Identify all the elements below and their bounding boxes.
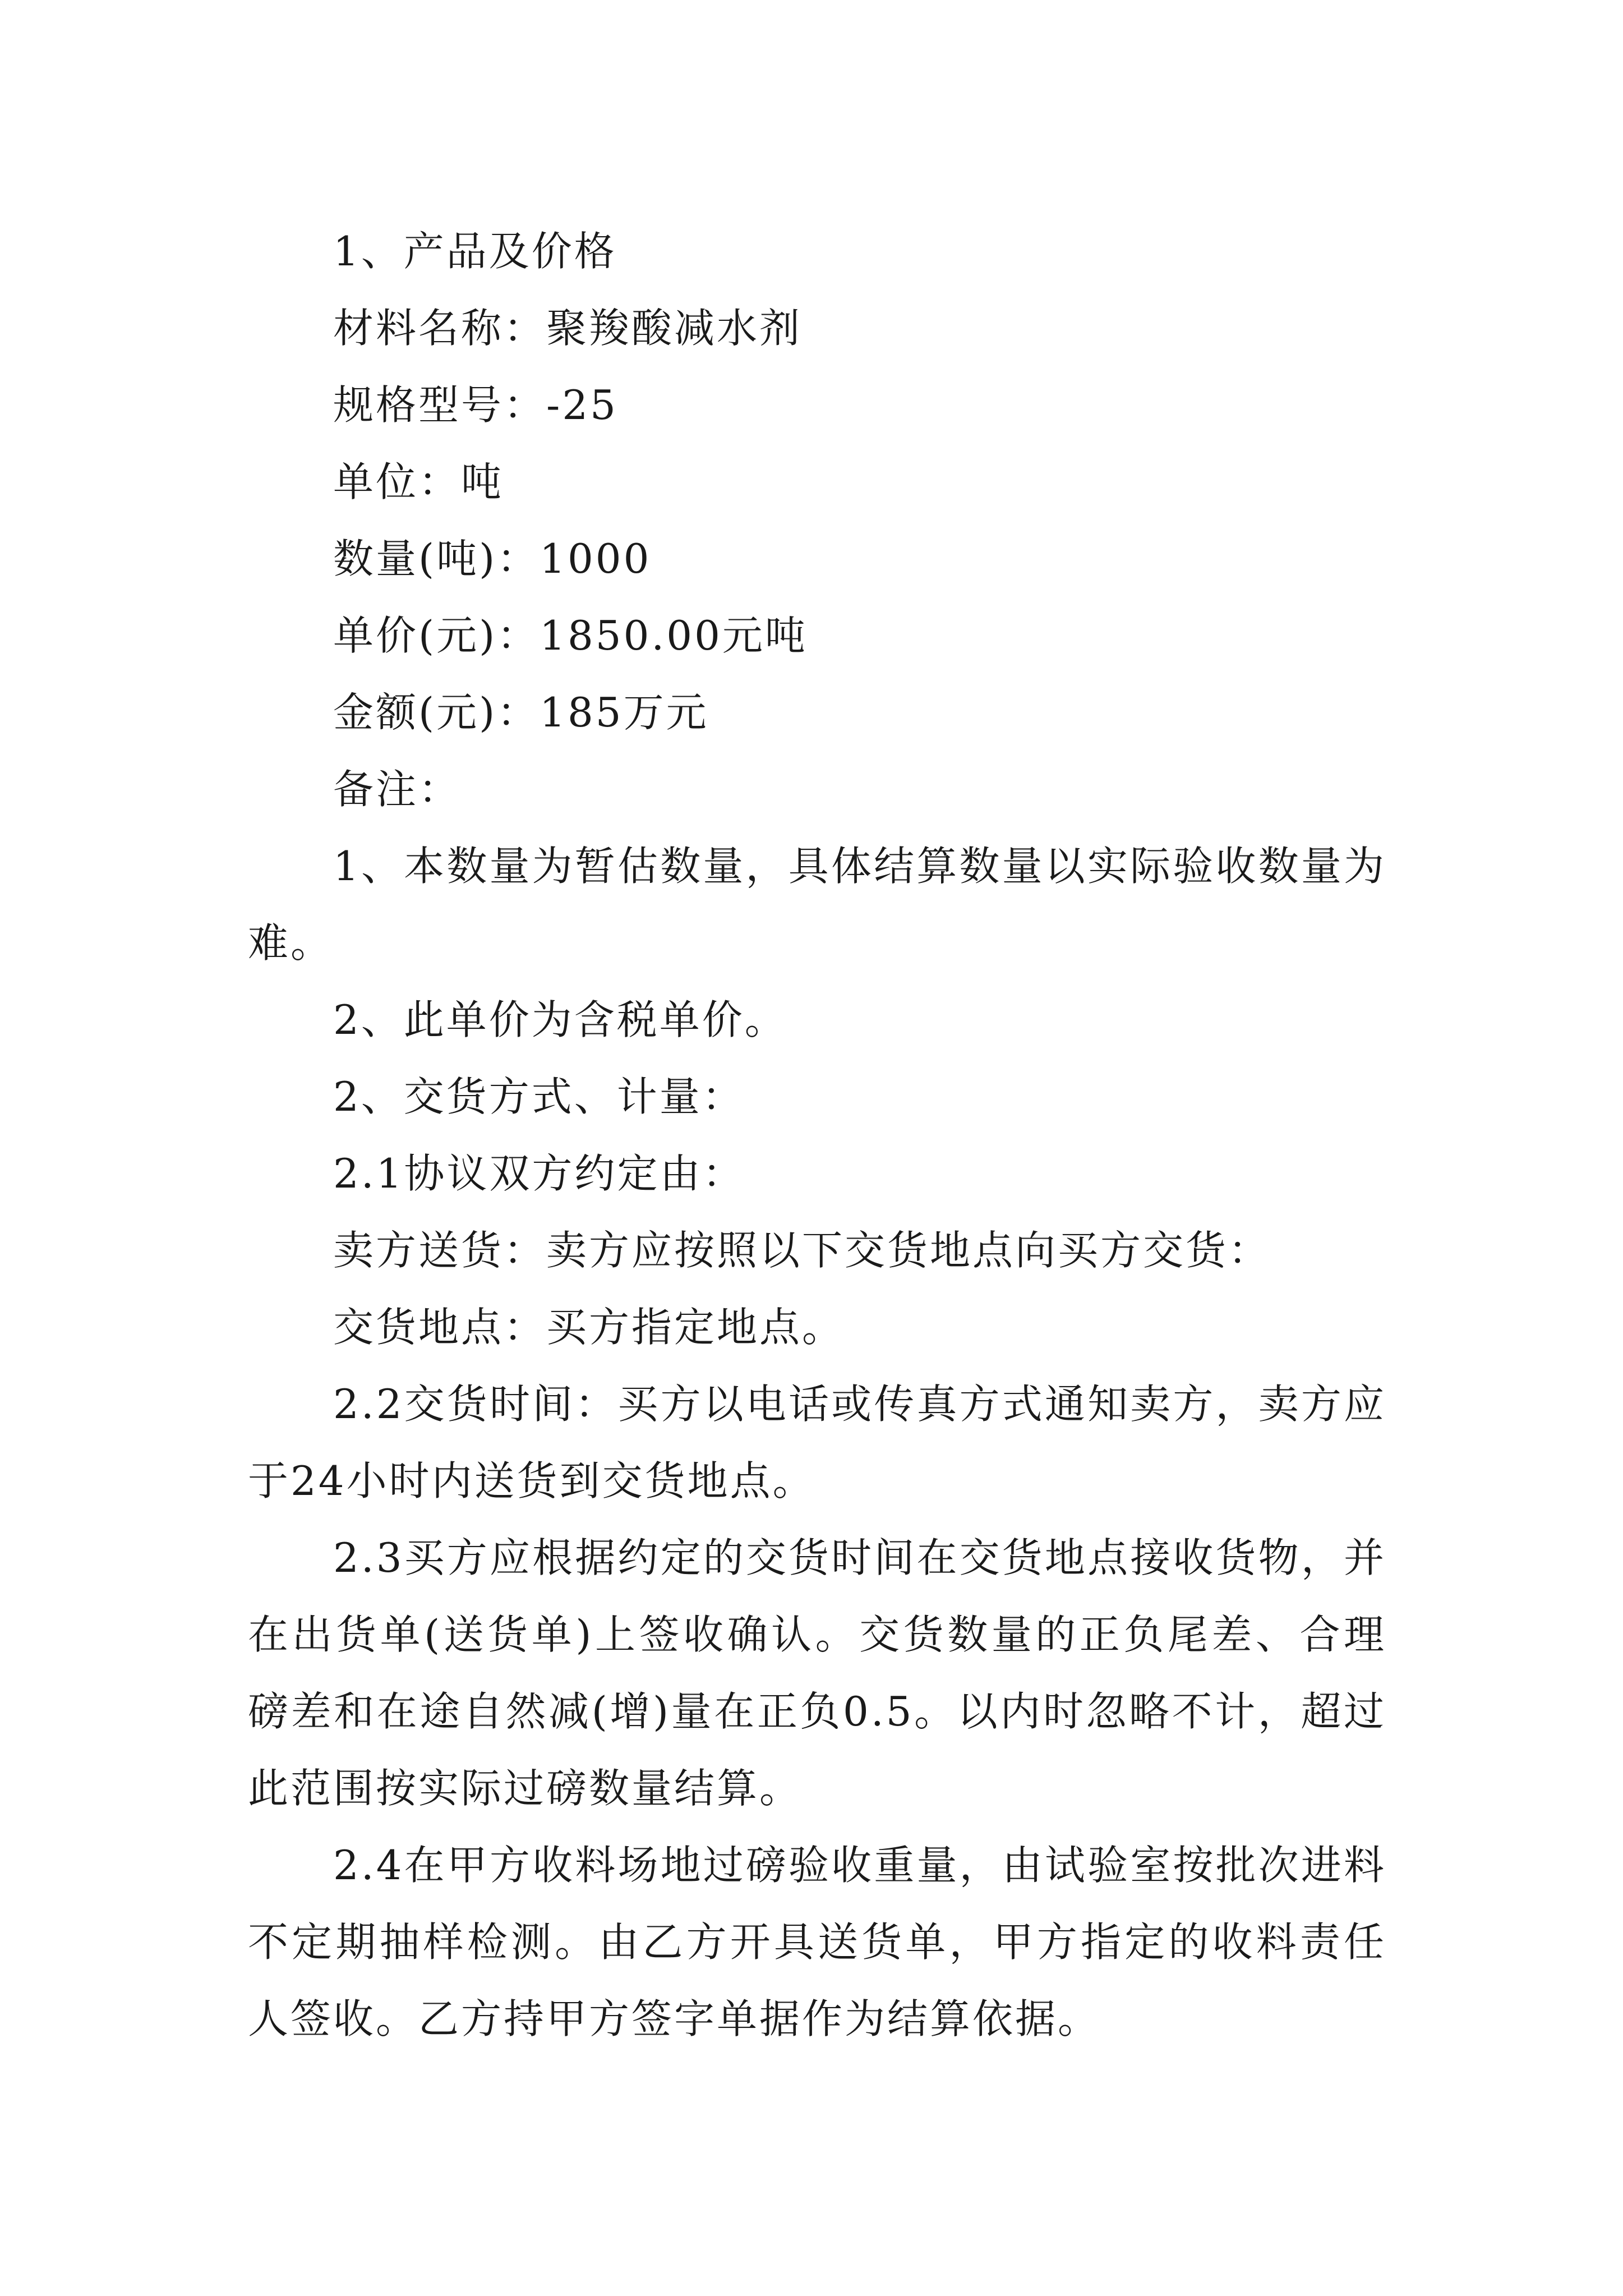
paragraph-section-2-title: 2、交货方式、计量：	[333, 1073, 745, 1120]
paragraph-remarks-title: 备注：	[333, 766, 462, 813]
paragraph-unit: 单位：吨	[333, 458, 504, 505]
paragraph-remark-2: 2、此单价为含税单价。	[333, 996, 787, 1043]
paragraph-seller-delivery: 卖方送货：卖方应按照以下交货地点向买方交货：	[333, 1227, 1271, 1274]
paragraph-amount: 金额(元)：185万元	[333, 689, 709, 736]
paragraph-2-3: 2.3买方应根据约定的交货时间在交货地点接收货物，并在出货单(送货单)上签收确认。交货数量的正负尾差、合理磅差和在途自然减(增)量在正负0.5。以内时忽略不计，超过此范围按实际过磅数量结算。	[248, 1534, 1386, 1812]
paragraph-2-1: 2.1协议双方约定由：	[333, 1150, 745, 1197]
paragraph-spec-model: 规格型号：-25	[333, 381, 618, 429]
paragraph-unit-price: 单价(元)：1850.00元吨	[333, 612, 808, 659]
paragraph-2-4: 2.4在甲方收料场地过磅验收重量，由试验室按批次进料不定期抽样检测。由乙方开具送货单，甲方指定的收料责任人签收。乙方持甲方签字单据作为结算依据。	[248, 1842, 1386, 2042]
paragraph-2-2: 2.2交货时间：买方以电话或传真方式通知卖方，卖方应于24小时内送货到交货地点。	[248, 1381, 1386, 1504]
paragraph-delivery-location: 交货地点：买方指定地点。	[333, 1304, 845, 1351]
document-body	[248, 213, 1386, 2058]
paragraph-remark-1: 1、本数量为暂估数量，具体结算数量以实际验收数量为难。	[248, 843, 1386, 967]
paragraph-section-1-title: 1、产品及价格	[333, 228, 617, 275]
paragraph-material-name: 材料名称：聚羧酸减水剂	[333, 305, 803, 352]
paragraph-quantity: 数量(吨)：1000	[333, 535, 652, 582]
